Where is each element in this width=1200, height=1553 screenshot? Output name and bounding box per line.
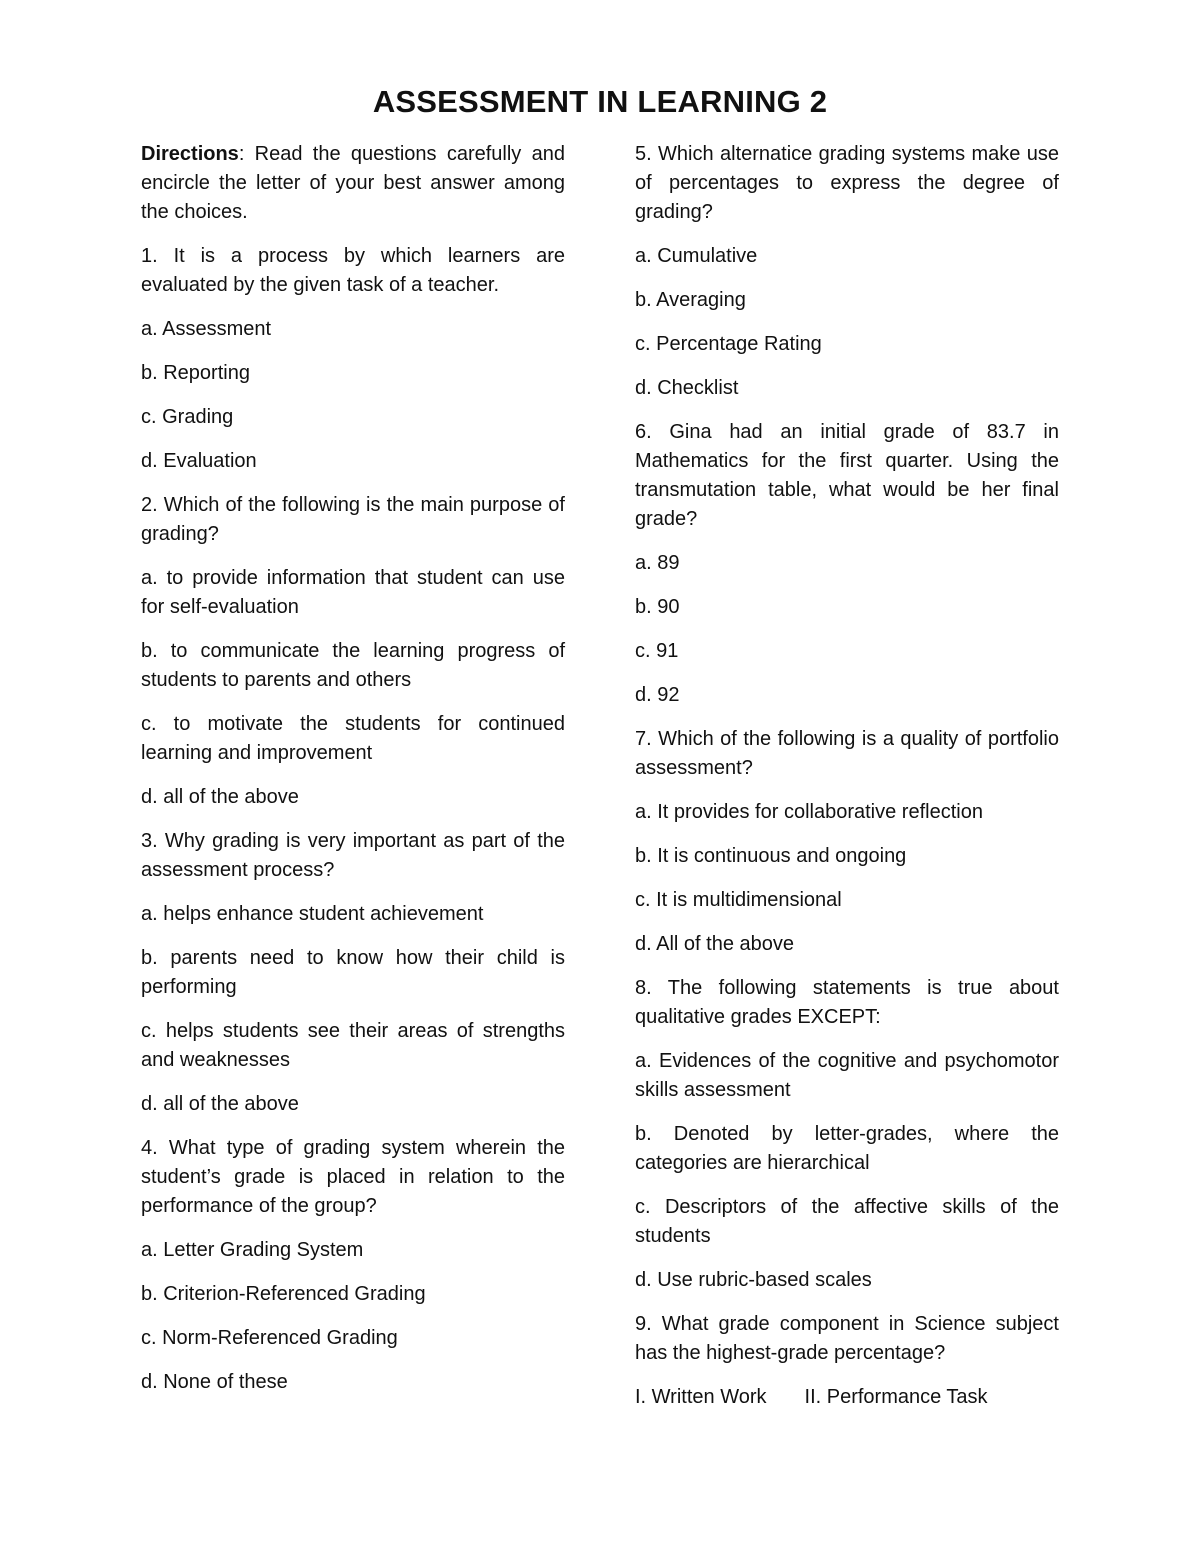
answer-option[interactable]: c. helps students see their areas of strengths and weaknesses xyxy=(141,1020,565,1071)
question-stem: 3. Why grading is very important as part of the assessment process? xyxy=(141,830,565,881)
directions xyxy=(141,140,565,227)
answer-option[interactable]: b. Denoted by letter-grades, where the categories are hierarchical xyxy=(635,1123,1059,1174)
answer-option[interactable]: b. Reporting xyxy=(141,362,250,384)
answer-option[interactable]: c. It is multidimensional xyxy=(635,889,842,911)
answer-option[interactable]: d. None of these xyxy=(141,1371,288,1393)
answer-option[interactable]: c. 91 xyxy=(635,640,679,662)
answer-option[interactable]: b. Criterion-Referenced Grading xyxy=(141,1283,426,1305)
answer-option[interactable]: d. Checklist xyxy=(635,377,739,399)
answer-option[interactable]: d. 92 xyxy=(635,684,680,706)
answer-option[interactable]: c. Grading xyxy=(141,406,234,428)
roman-choices xyxy=(635,1383,1059,1412)
question-stem: 2. Which of the following is the main purpose of grading? xyxy=(141,494,565,545)
answer-option[interactable]: a. 89 xyxy=(635,552,680,574)
answer-option[interactable]: b. to communicate the learning progress of students to parents and others xyxy=(141,640,565,691)
question-stem: 8. The following statements is true about qualitative grades EXCEPT: xyxy=(635,977,1059,1028)
question-stem: 4. What type of grading system wherein the student’s grade is placed in relation to the performance of the group? xyxy=(141,1137,565,1217)
answer-option[interactable]: a. to provide information that student can use for self-evaluation xyxy=(141,567,565,618)
answer-option[interactable]: a. It provides for collaborative reflection xyxy=(635,801,983,823)
answer-option[interactable]: d. All of the above xyxy=(635,933,795,955)
answer-option[interactable]: b. parents need to know how their child is performing xyxy=(141,947,565,998)
answer-option[interactable]: d. all of the above xyxy=(141,786,299,808)
answer-option[interactable]: a. Letter Grading System xyxy=(141,1239,364,1261)
answer-option[interactable]: a. Evidences of the cognitive and psychomotor skills assessment xyxy=(635,1050,1059,1101)
answer-option[interactable]: b. Averaging xyxy=(635,289,746,311)
answer-option[interactable]: c. Descriptors of the affective skills of the students xyxy=(635,1196,1059,1247)
answer-option[interactable]: d. Evaluation xyxy=(141,450,257,472)
directions-label: Directions xyxy=(141,143,239,165)
question-stem: 1. It is a process by which learners are evaluated by the given task of a teacher. xyxy=(141,245,565,296)
right-column xyxy=(635,140,1059,1412)
left-column xyxy=(141,140,565,1412)
answer-option[interactable]: b. 90 xyxy=(635,596,680,618)
answer-option[interactable]: d. Use rubric-based scales xyxy=(635,1269,872,1291)
roman-choice[interactable]: II. Performance Task xyxy=(804,1386,988,1408)
answer-option[interactable]: c. Percentage Rating xyxy=(635,333,822,355)
answer-option[interactable]: c. to motivate the students for continued learning and improvement xyxy=(141,713,565,764)
answer-option[interactable]: d. all of the above xyxy=(141,1093,299,1115)
question-stem: 5. Which alternatice grading systems make use of percentages to express the degree of grading? xyxy=(635,143,1059,223)
page-title: ASSESSMENT IN LEARNING 2 xyxy=(372,84,828,119)
answer-option[interactable]: a. Cumulative xyxy=(635,245,758,267)
directions-text: : Read the questions carefully and encircle the letter of your best answer among the choices. xyxy=(141,143,565,223)
answer-option[interactable]: c. Norm-Referenced Grading xyxy=(141,1327,398,1349)
answer-option[interactable]: b. It is continuous and ongoing xyxy=(635,845,907,867)
question-stem: 7. Which of the following is a quality of portfolio assessment? xyxy=(635,728,1059,779)
roman-choice[interactable]: I. Written Work xyxy=(635,1386,767,1408)
answer-option[interactable]: a. helps enhance student achievement xyxy=(141,903,484,925)
answer-option[interactable]: a. Assessment xyxy=(141,318,272,340)
question-stem: 6. Gina had an initial grade of 83.7 in Mathematics for the first quarter. Using the transmutation table, what would be her final grade? xyxy=(635,421,1059,530)
question-stem: 9. What grade component in Science subject has the highest-grade percentage? xyxy=(635,1313,1059,1364)
